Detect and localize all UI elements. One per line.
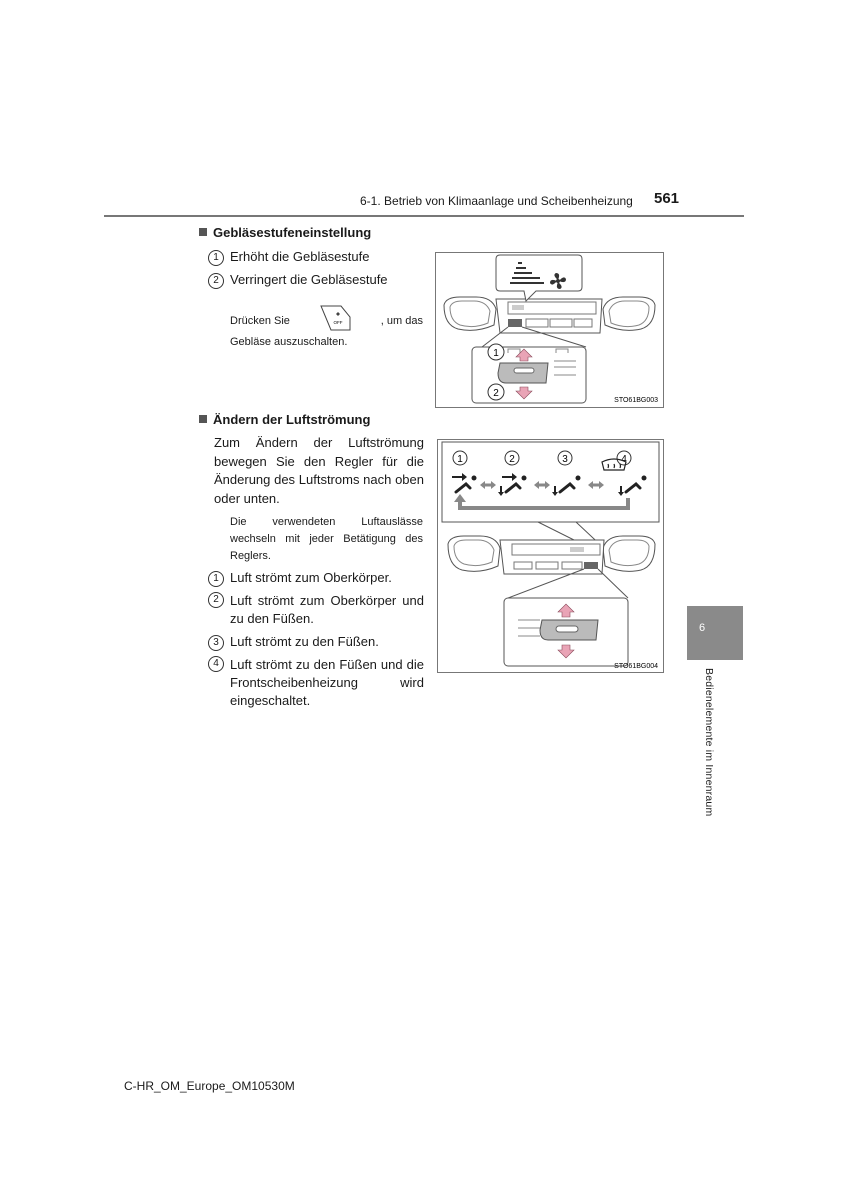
airflow-description: Zum Ändern der Luftströmung bewegen Sie den Regler für die Änderung des Luftstroms nach oben oder unten. <box>214 435 424 506</box>
figure-blower <box>435 252 664 408</box>
list-item: 2 Verringert die Gebläsestufe <box>208 271 404 289</box>
number-circle-icon: 1 <box>208 571 224 587</box>
number-circle-icon: 4 <box>208 656 224 672</box>
page-number: 561 <box>654 190 680 207</box>
blower-off-note: Drücken Sie OFF , um das <box>230 303 423 339</box>
figure-code: STO61BG004 <box>614 663 658 670</box>
callout-3: 3 <box>562 454 568 465</box>
section-title-blower: Gebläsestufeneinstellung <box>199 225 371 240</box>
number-circle-icon: 1 <box>208 250 224 266</box>
callout-2: 2 <box>509 454 515 465</box>
callout-2: 2 <box>493 388 499 399</box>
callout-4: 4 <box>621 454 627 465</box>
number-circle-icon: 2 <box>208 273 224 289</box>
figure-airflow <box>437 439 664 673</box>
list-item: 3 Luft strömt zu den Füßen. <box>208 633 404 651</box>
list-item: 2 Luft strömt zum Oberkörper und zu den Füßen. <box>208 592 424 628</box>
chapter-label: Bedienelemente im Innenraum <box>703 668 715 817</box>
bullet-square-icon <box>199 415 207 423</box>
header-section-title: 6-1. Betrieb von Klimaanlage und Scheibenheizung <box>360 194 633 208</box>
callout-1: 1 <box>493 348 499 359</box>
chapter-number: 6 <box>699 622 706 634</box>
number-circle-icon: 2 <box>208 592 224 608</box>
list-item: 1 Erhöht die Gebläsestufe <box>208 248 404 266</box>
airflow-illustration <box>438 440 663 672</box>
chapter-tab <box>687 606 743 660</box>
number-circle-icon: 3 <box>208 635 224 651</box>
callout-1: 1 <box>457 454 463 465</box>
bullet-square-icon <box>199 228 207 236</box>
blower-illustration <box>436 253 663 407</box>
header-divider <box>104 215 744 217</box>
svg-text:OFF: OFF <box>333 320 343 325</box>
list-item: 4 Luft strömt zu den Füßen und die Frontscheibenheizung wird eingeschaltet. <box>208 656 424 710</box>
list-item: 1 Luft strömt zum Oberkörper. <box>208 569 404 587</box>
section-title-airflow: Ändern der Luftströmung <box>199 412 370 427</box>
blower-off-note-line2: Gebläse auszuschalten. <box>230 336 348 348</box>
document-id: C-HR_OM_Europe_OM10530M <box>124 1079 295 1093</box>
airflow-note: Die verwendeten Luftauslässe wechseln mit jeder Betätigung des Reglers. <box>230 516 423 562</box>
figure-code: STO61BG003 <box>614 397 658 404</box>
